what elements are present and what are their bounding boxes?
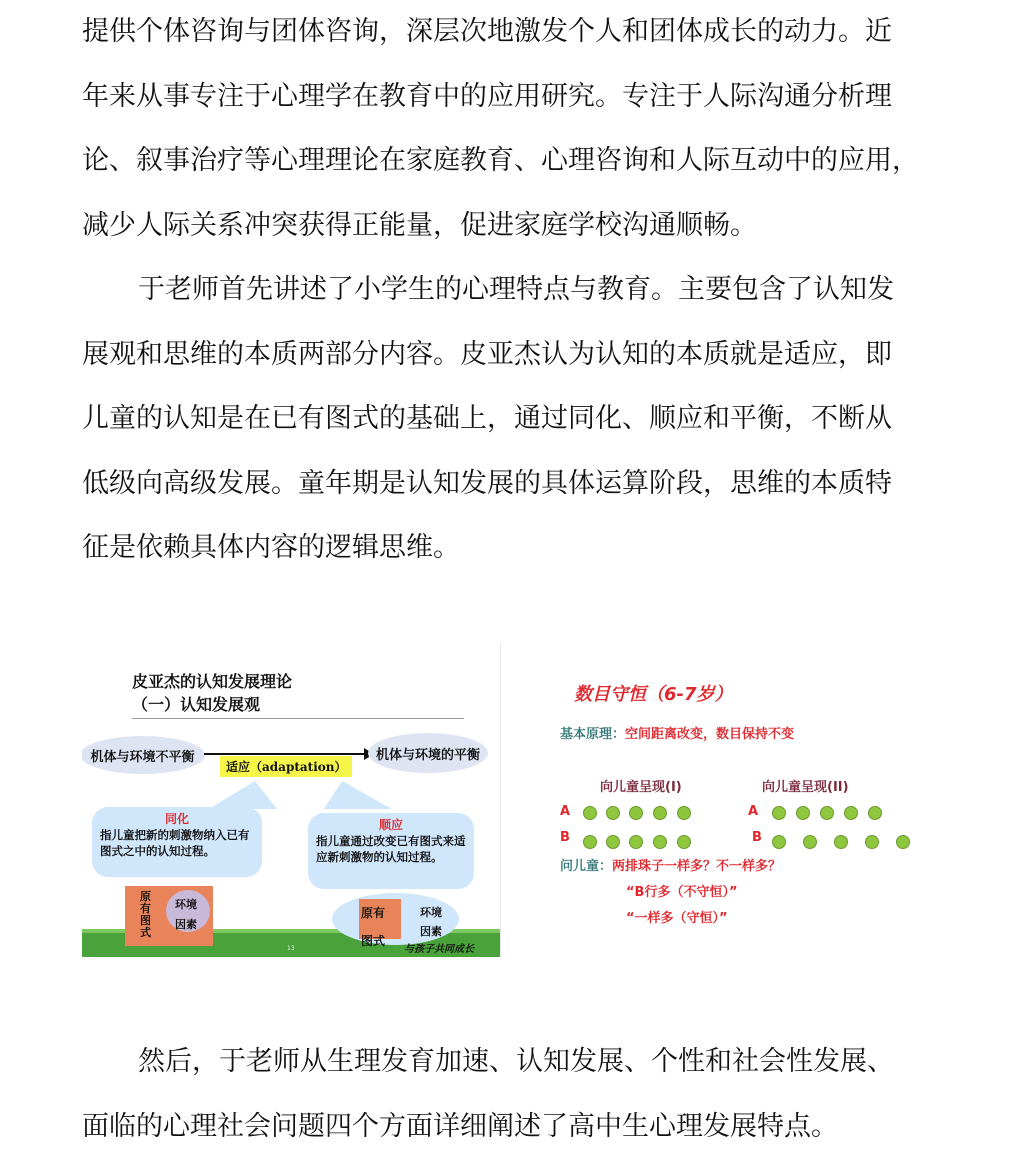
assimilation-text: 指儿童把新的刺激物纳入已有图式之中的认知过程。 bbox=[100, 827, 254, 859]
answer-conserving: “一样多（守恒）” bbox=[626, 907, 728, 926]
column-header: 向儿童呈现(I) bbox=[600, 776, 682, 795]
paragraph-primary-school bbox=[82, 258, 940, 581]
row-label: A bbox=[748, 804, 758, 819]
divider bbox=[132, 718, 464, 719]
text-line: 展观和思维的本质两部分内容。皮亚杰认为认知的本质就是适应，即 bbox=[82, 323, 940, 388]
balance-oval: 机体与环境的平衡 bbox=[368, 733, 488, 773]
slide-piaget-theory bbox=[82, 643, 501, 957]
adaptation-label: 适应（adaptation） bbox=[220, 756, 352, 777]
bead bbox=[834, 835, 848, 849]
accommodation-text: 指儿童通过改变已有图式来适应新刺激物的认知过程。 bbox=[316, 833, 466, 865]
bead bbox=[844, 806, 858, 820]
text-line: 减少人际关系冲突获得正能量，促进家庭学校沟通顺畅。 bbox=[82, 194, 940, 259]
text-line: 征是依赖具体内容的逻辑思维。 bbox=[82, 516, 940, 581]
paragraph-high-school bbox=[82, 1030, 940, 1159]
slide-title: 皮亚杰的认知发展理论 bbox=[132, 669, 292, 692]
bead bbox=[896, 835, 910, 849]
text-line: 儿童的认知是在已有图式的基础上，通过同化、顺应和平衡，不断从 bbox=[82, 387, 940, 452]
row-label: B bbox=[752, 830, 762, 845]
question-line bbox=[560, 855, 781, 874]
assimilation-title: 同化 bbox=[100, 811, 254, 827]
bead bbox=[653, 806, 667, 820]
bead bbox=[772, 806, 786, 820]
bead bbox=[629, 835, 643, 849]
question-value: 两排珠子一样多？不一样多？ bbox=[612, 859, 781, 874]
text-line: 然后，于老师从生理发育加速、认知发展、个性和社会性发展、 bbox=[82, 1030, 940, 1095]
bead bbox=[606, 835, 620, 849]
text-line: 提供个体咨询与团体咨询，深层次地激发个人和团体成长的动力。近 bbox=[82, 0, 940, 65]
text-line: 论、叙事治疗等心理理论在家庭教育、心理咨询和人际互动中的应用， bbox=[82, 129, 940, 194]
slide-subtitle: （一）认知发展观 bbox=[132, 692, 260, 715]
environment-label: 环境 bbox=[420, 904, 442, 920]
paragraph-intro bbox=[82, 0, 940, 258]
principle-line bbox=[560, 723, 794, 742]
principle-value: 空间距离改变，数目保持不变 bbox=[625, 727, 794, 742]
text-line: 面临的心理社会问题四个方面详细阐述了高中生心理发展特点。 bbox=[82, 1095, 940, 1159]
column-header: 向儿童呈现(II) bbox=[762, 776, 849, 795]
principle-label: 基本原理： bbox=[560, 727, 625, 742]
bead bbox=[803, 835, 817, 849]
accommodation-title: 顺应 bbox=[316, 817, 466, 833]
imbalance-oval: 机体与环境不平衡 bbox=[82, 736, 205, 774]
slide-title: 数目守恒（6-7岁） bbox=[574, 680, 733, 706]
text-line: 低级向高级发展。童年期是认知发展的具体运算阶段，思维的本质特 bbox=[82, 452, 940, 517]
bead bbox=[606, 806, 620, 820]
schema-label: 原有 bbox=[361, 904, 385, 921]
bead bbox=[677, 806, 691, 820]
bead bbox=[629, 806, 643, 820]
environment-label: 因素 bbox=[175, 916, 197, 932]
environment-label: 环境 bbox=[175, 896, 197, 912]
answer-nonconserving: “B行多（不守恒）” bbox=[626, 881, 738, 900]
accommodation-callout bbox=[308, 813, 474, 889]
bead bbox=[868, 806, 882, 820]
callout-pointer bbox=[209, 781, 293, 809]
bead bbox=[820, 806, 834, 820]
bead bbox=[653, 835, 667, 849]
environment-label: 因素 bbox=[420, 923, 442, 939]
row-label: A bbox=[560, 804, 570, 819]
signature-text: 与孩子共同成长 bbox=[404, 940, 474, 955]
row-label: B bbox=[560, 830, 570, 845]
bead bbox=[583, 835, 597, 849]
question-label: 问儿童： bbox=[560, 859, 612, 874]
assimilation-callout bbox=[92, 807, 262, 877]
callout-pointer bbox=[304, 781, 392, 809]
text-line: 于老师首先讲述了小学生的心理特点与教育。主要包含了认知发 bbox=[82, 258, 940, 323]
bead bbox=[796, 806, 810, 820]
schema-label: 原有图式 bbox=[140, 891, 154, 939]
slide-number-conservation bbox=[550, 675, 930, 935]
bead bbox=[865, 835, 879, 849]
text-line: 年来从事专注于心理学在教育中的应用研究。专注于人际沟通分析理 bbox=[82, 65, 940, 130]
bead bbox=[583, 806, 597, 820]
page-number: 13 bbox=[287, 945, 295, 952]
arrow-line bbox=[204, 753, 369, 755]
bead bbox=[677, 835, 691, 849]
bead bbox=[772, 835, 786, 849]
schema-label: 图式 bbox=[361, 932, 385, 949]
